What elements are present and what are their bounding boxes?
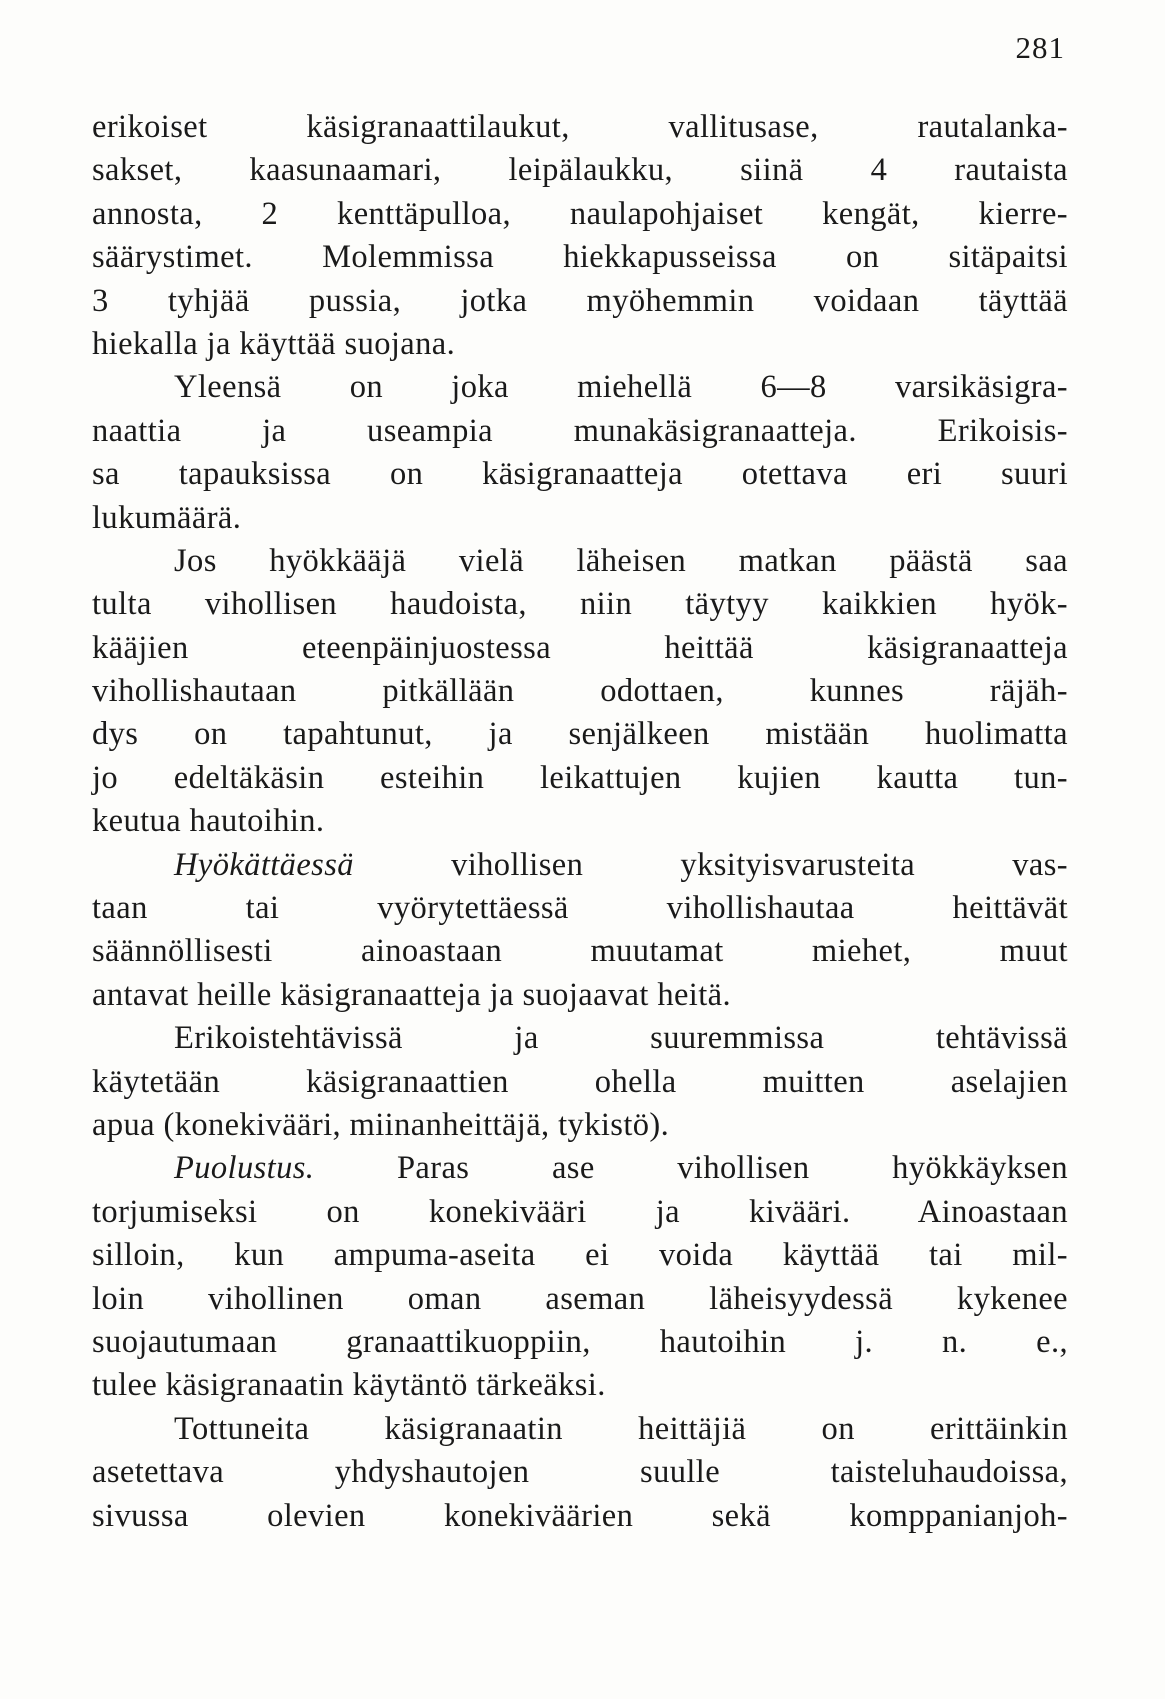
text-line (92, 1061, 1068, 1104)
line-text: sakset, kaasunaamari, leipälaukku, siinä 4 rautaista (92, 152, 1068, 189)
line-text: tulta vihollisen haudoista, niin täytyy kaikkien hyök- (92, 586, 1068, 623)
body-text (92, 106, 1068, 1538)
line-text: säännöllisesti ainoastaan muutamat miehet, muut (92, 933, 1068, 970)
line-text: hiekalla ja käyttää suojana. (92, 325, 456, 362)
text-line (92, 1191, 1068, 1234)
line-text: Paras ase vihollisen hyökkäyksen (314, 1150, 1068, 1187)
text-line (92, 800, 1068, 843)
text-line (92, 1451, 1068, 1494)
text-line (92, 1278, 1068, 1321)
text-line (92, 323, 1068, 366)
line-text: Tottuneita käsigranaatin heittäjiä on erittäinkin (174, 1410, 1068, 1447)
text-line (92, 410, 1068, 453)
line-text: erikoiset käsigranaattilaukut, vallitusase, rautalanka- (92, 109, 1068, 145)
text-line (92, 1321, 1068, 1364)
text-line (92, 193, 1068, 236)
text-line (92, 930, 1068, 973)
line-text: Jos hyökkääjä vielä läheisen matkan päästä saa (174, 542, 1068, 579)
text-line (92, 1017, 1068, 1060)
text-line (92, 887, 1068, 930)
line-text: asetettava yhdyshautojen suulle taisteluhaudoissa, (92, 1454, 1068, 1491)
text-line (92, 1104, 1068, 1147)
line-text: säärystimet. Molemmissa hiekkapusseissa on sitäpaitsi (92, 239, 1068, 276)
line-text: annosta, 2 kenttäpulloa, naulapohjaiset kengät, kierre- (92, 195, 1068, 232)
text-line (92, 583, 1068, 626)
line-text: dys on tapahtunut, ja senjälkeen mistään huolimatta (92, 716, 1068, 753)
text-line (92, 540, 1068, 583)
line-text: vihollisen yksityisvarusteita vas- (353, 846, 1068, 883)
line-text: loin vihollinen oman aseman läheisyydessä kykenee (92, 1280, 1068, 1317)
line-text: vihollishautaan pitkällään odottaen, kunnes räjäh- (92, 673, 1068, 710)
line-text: apua (konekivääri, miinanheittäjä, tykistö). (92, 1106, 670, 1143)
text-line (92, 757, 1068, 800)
line-text: naattia ja useampia munakäsigranaatteja. Erikoisis- (92, 412, 1068, 449)
text-line (92, 627, 1068, 670)
line-text: keutua hautoihin. (92, 803, 325, 840)
emphasized-heading: Puolustus. (174, 1150, 315, 1187)
text-line (92, 149, 1068, 192)
text-line (92, 1495, 1068, 1538)
line-text: torjumiseksi on konekivääri ja kivääri. Ainoastaan (92, 1193, 1068, 1230)
line-text: käytetään käsigranaattien ohella muitten aselajien (92, 1063, 1068, 1100)
text-line (92, 1364, 1068, 1407)
line-text: sa tapauksissa on käsigranaatteja otettava eri suuri (92, 456, 1068, 493)
text-line (92, 280, 1068, 323)
text-line (92, 366, 1068, 409)
page-number: 281 (1015, 30, 1065, 65)
text-line (92, 236, 1068, 279)
text-line (92, 713, 1068, 756)
line-text: antavat heille käsigranaatteja ja suojaavat heitä. (92, 976, 732, 1013)
text-line (92, 106, 1068, 149)
line-text: Erikoistehtävissä ja suuremmissa tehtävissä (174, 1020, 1068, 1057)
text-line (92, 1234, 1068, 1277)
emphasized-heading: Hyökättäessä (174, 846, 354, 883)
line-text: sivussa olevien konekiväärien sekä komppanianjoh- (92, 1497, 1068, 1534)
text-line (92, 497, 1068, 540)
line-text: kääjien eteenpäinjuostessa heittää käsigranaatteja (92, 629, 1068, 666)
text-line (92, 844, 1068, 887)
text-line (92, 1408, 1068, 1451)
text-line (92, 453, 1068, 496)
text-line (92, 670, 1068, 713)
line-text: Yleensä on joka miehellä 6—8 varsikäsigra- (174, 369, 1068, 406)
line-text: 3 tyhjää pussia, jotka myöhemmin voidaan täyttää (92, 282, 1068, 319)
line-text: taan tai vyörytettäessä vihollishautaa heittävät (92, 890, 1068, 927)
line-text: silloin, kun ampuma-aseita ei voida käyttää tai mil- (92, 1237, 1068, 1274)
line-text: lukumäärä. (92, 499, 242, 536)
line-text: suojautumaan granaattikuoppiin, hautoihin j. n. e., (92, 1323, 1068, 1360)
text-line (92, 974, 1068, 1017)
line-text: jo edeltäkäsin esteihin leikattujen kujien kautta tun- (92, 759, 1068, 796)
line-text: tulee käsigranaatin käytäntö tärkeäksi. (92, 1367, 606, 1404)
text-line (92, 1147, 1068, 1190)
